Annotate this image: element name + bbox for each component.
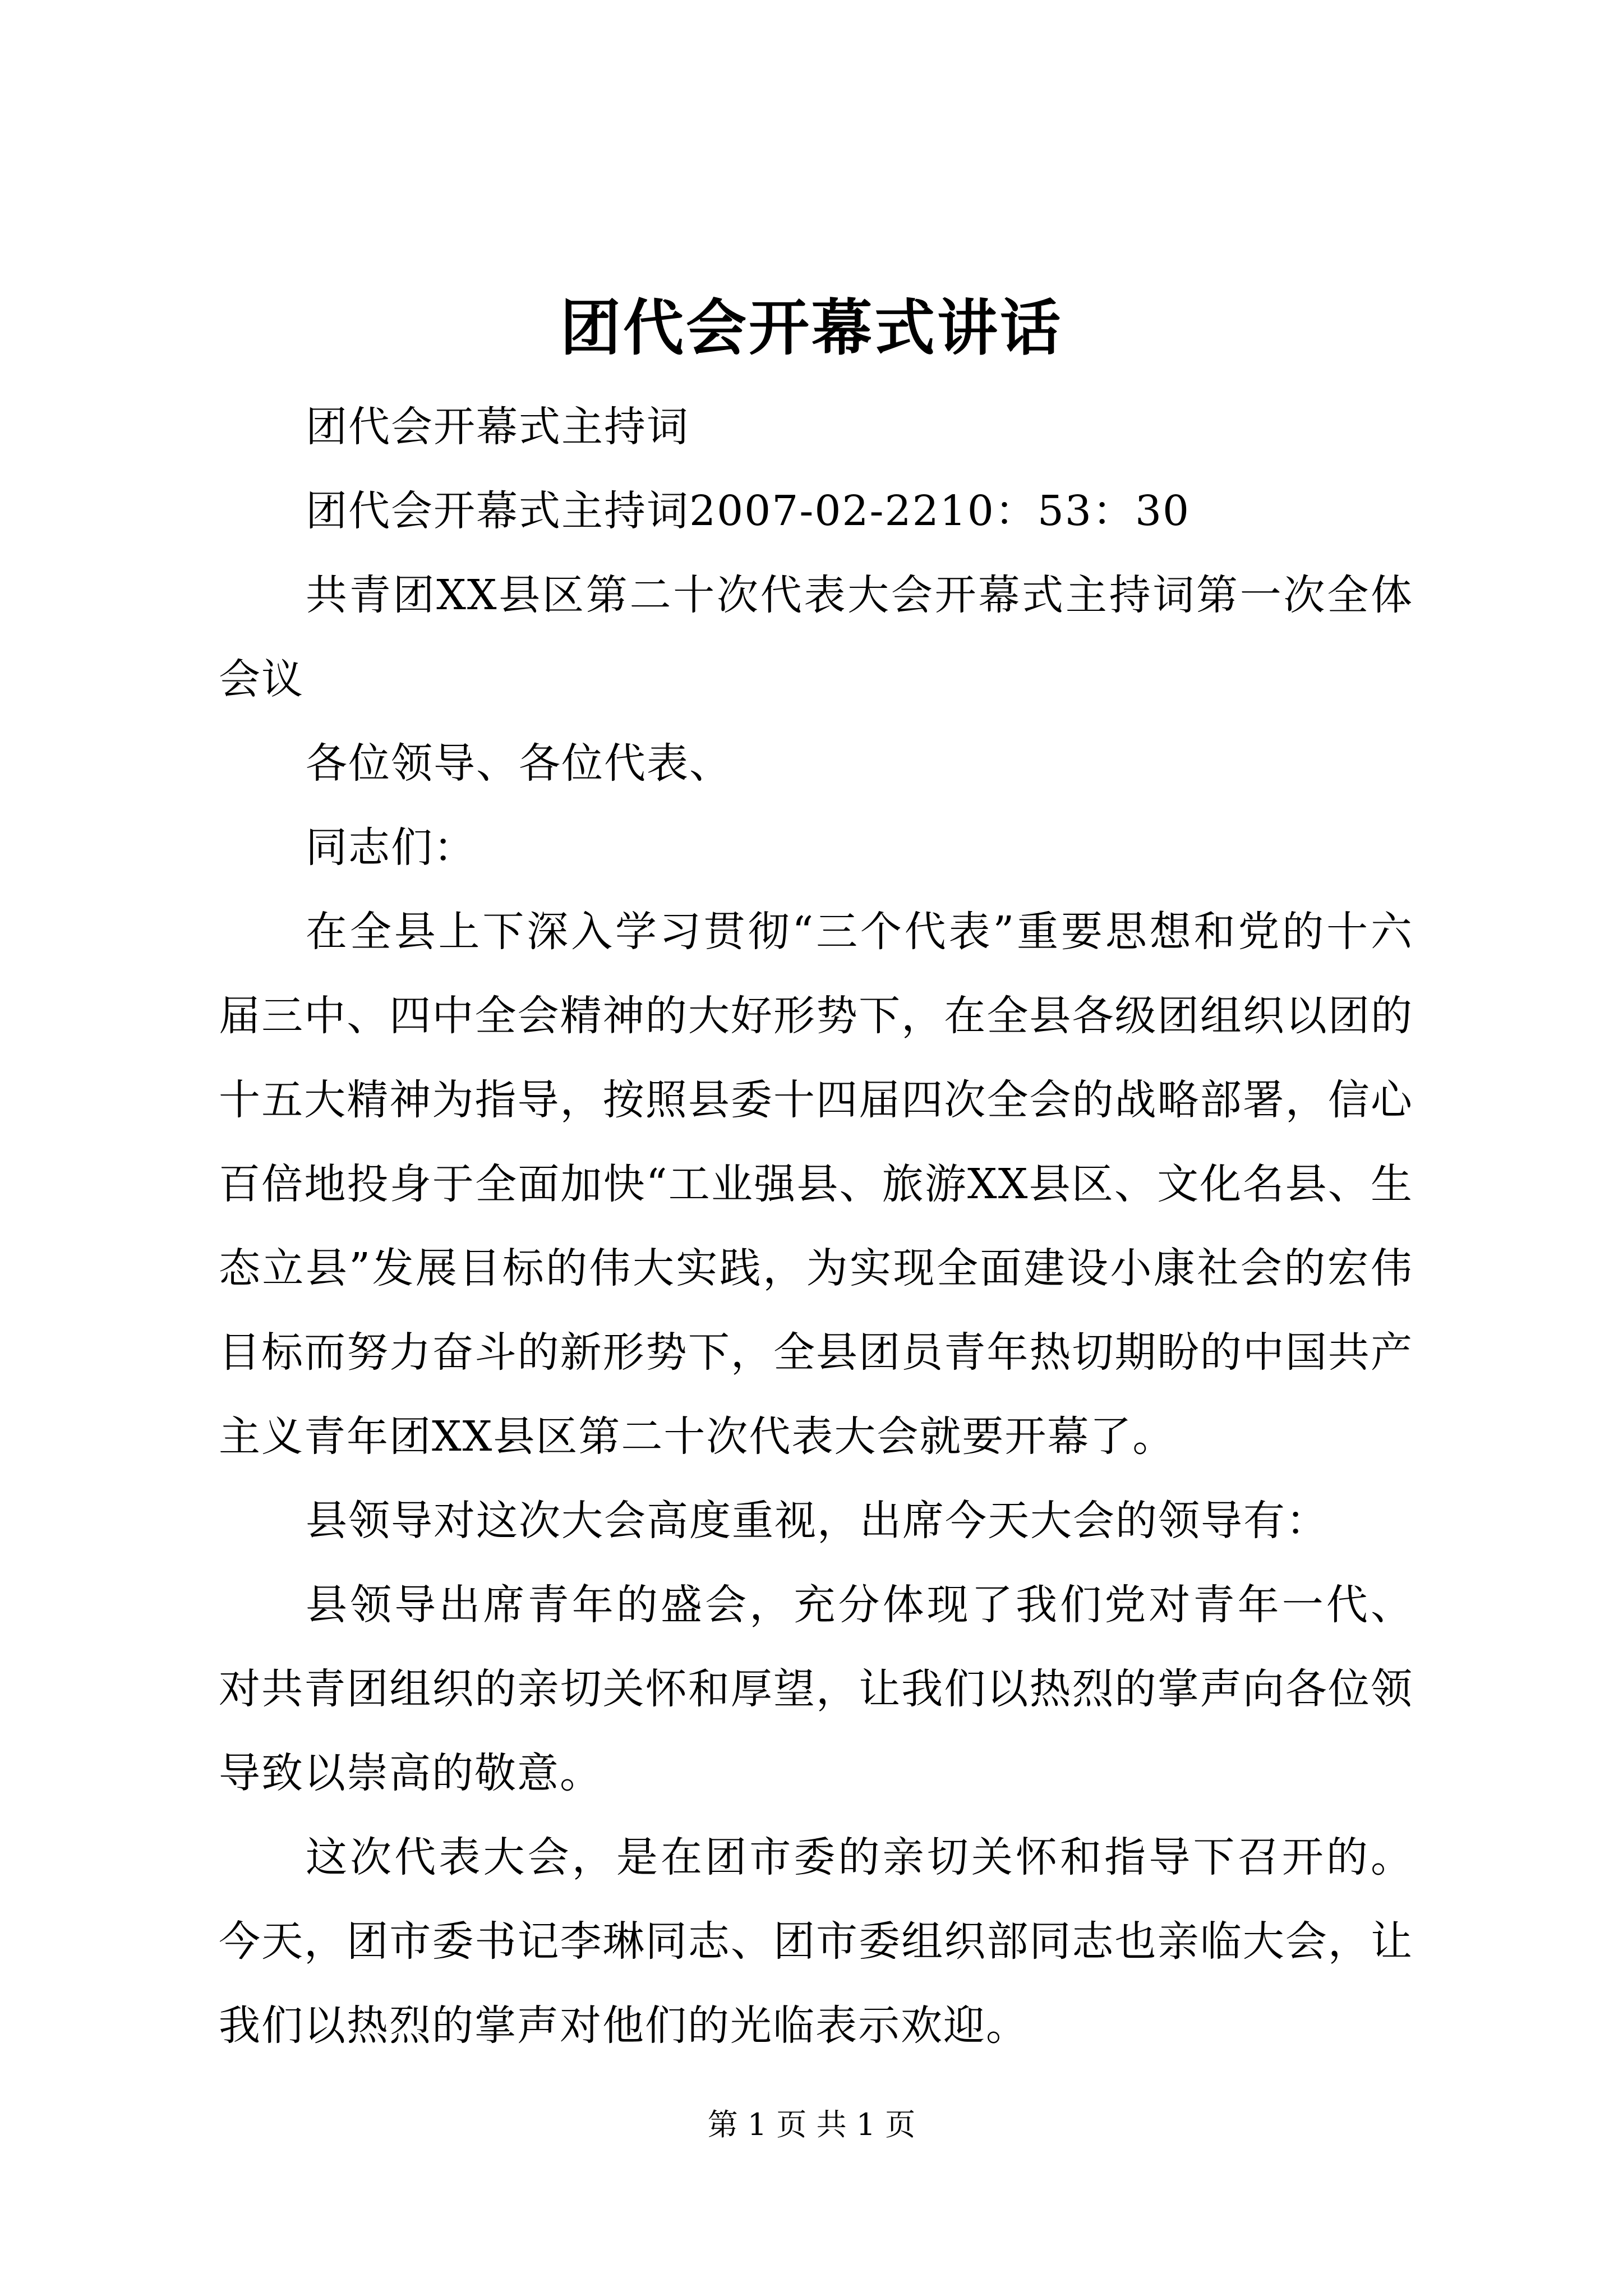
paragraph: 团代会开幕式主持词2007-02-2210：53：30 <box>306 487 1191 535</box>
paragraph: 县领导对这次大会高度重视，出席今天大会的领导有： <box>306 1497 1329 1545</box>
paragraph: 各位领导、各位代表、 <box>306 739 732 788</box>
paragraph: 团代会开幕式主持词 <box>306 403 689 451</box>
paragraph: 共青团XX县区第二十次代表大会开幕式主持词第一次全体会议 <box>219 571 1413 703</box>
document-body <box>219 385 1413 2068</box>
paragraph: 县领导出席青年的盛会，充分体现了我们党对青年一代、对共青团组织的亲切关怀和厚望，让我们以热烈的掌声向各位领导致以崇高的敬意。 <box>219 1581 1413 1797</box>
paragraph: 这次代表大会，是在团市委的亲切关怀和指导下召开的。今天，团市委书记李琳同志、团市委组织部同志也亲临大会，让我们以热烈的掌声对他们的光临表示欢迎。 <box>219 1833 1413 2050</box>
page-number-footer: 第 1 页 共 1 页 <box>707 2107 916 2142</box>
paragraph: 同志们： <box>306 823 476 872</box>
paragraph: 在全县上下深入学习贯彻“三个代表”重要思想和党的十六届三中、四中全会精神的大好形势下，在全县各级团组织以团的十五大精神为指导，按照县委十四届四次全会的战略部署，信心百倍地投身于全面加快“工业强县、旅游XX县区、文化名县、生态立县”发展目标的伟大实践，为实现全面建设小康社会的宏伟目标而努力奋斗的新形势下，全县团员青年热切期盼的中国共产主义青年团XX县区第二十次代表大会就要开幕了。 <box>219 908 1413 1461</box>
document-title: 团代会开幕式讲话 <box>560 293 1063 364</box>
